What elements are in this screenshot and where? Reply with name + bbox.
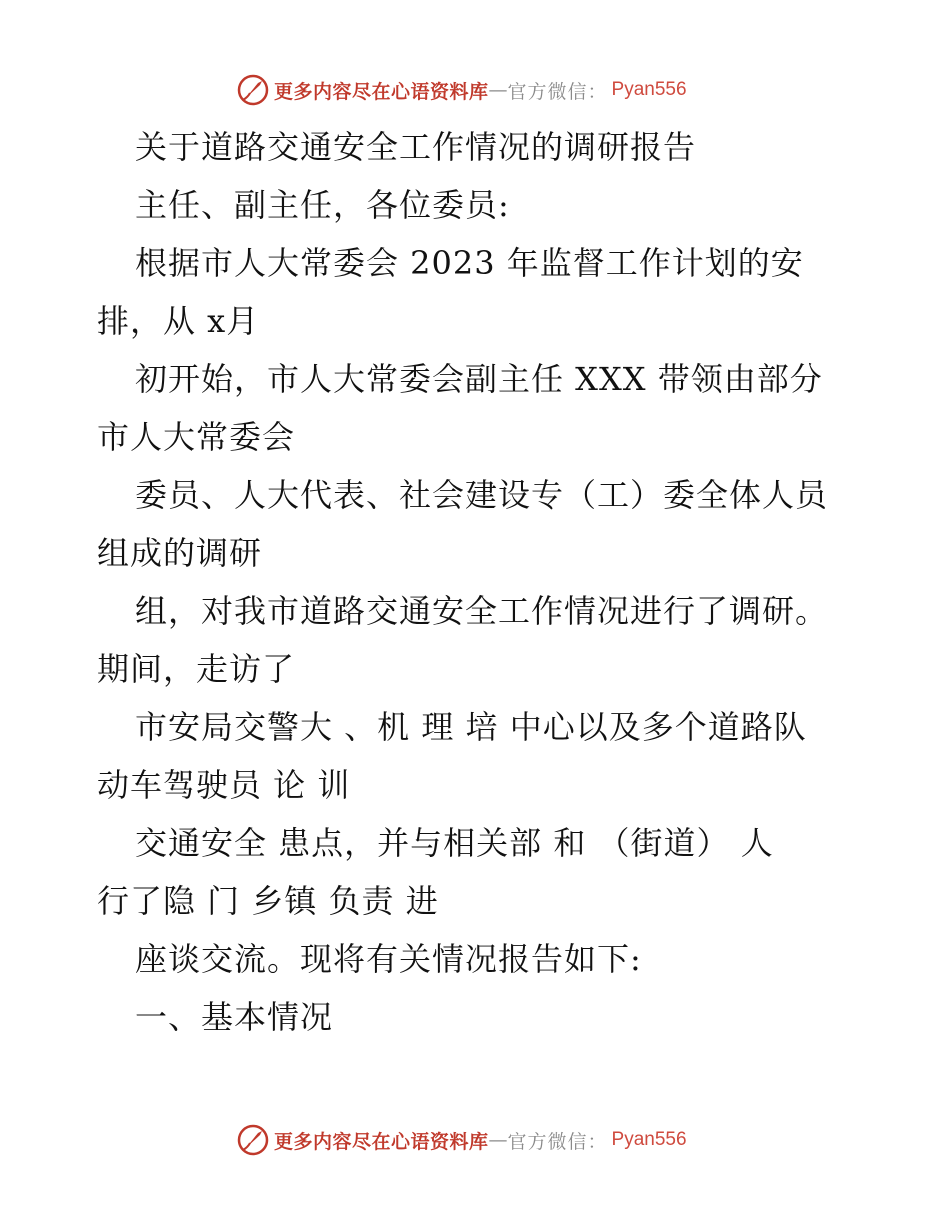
quill-logo-icon <box>236 1123 270 1157</box>
paragraph-line: 初开始，市人大常委会副主任 XXX 带领由部分 <box>135 360 823 398</box>
watermark-contact-label: 官方微信： <box>507 1130 608 1153</box>
watermark-contact-label: 官方微信： <box>507 80 608 103</box>
paragraph-line: 动车驾驶员 论 训 <box>97 766 351 804</box>
watermark-contact-id: Pyan556 <box>611 1129 687 1150</box>
paragraph-line: 座谈交流。现将有关情况报告如下: <box>135 940 642 978</box>
quill-logo-icon <box>236 73 270 107</box>
document-title: 关于道路交通安全工作情况的调研报告 <box>135 128 697 166</box>
watermark-main-text: 更多内容尽在心语资料库 <box>274 80 489 103</box>
salutation: 主任、副主任，各位委员: <box>135 186 510 224</box>
watermark-separator: — <box>488 79 508 101</box>
paragraph-line: 行了隐 门 乡镇 负责 进 <box>97 882 439 920</box>
paragraph-line: 委员、人大代表、社会建设专（工）委全体人员 <box>135 476 829 514</box>
paragraph-line: 根据市人大常委会 2023 年监督工作计划的安 <box>135 244 804 282</box>
footer-watermark <box>236 1122 687 1158</box>
paragraph-line: 组成的调研 <box>97 534 263 572</box>
paragraph-line: 组，对我市道路交通安全工作情况进行了调研。 <box>135 592 829 630</box>
paragraph-line: 排，从 x月 <box>97 302 260 340</box>
paragraph-line: 交通安全 患点，并与相关部 和 （街道） 人 <box>135 824 774 862</box>
section-heading: 一、基本情况 <box>135 998 334 1036</box>
header-watermark <box>236 72 687 108</box>
paragraph-line: 市人大常委会 <box>97 418 296 456</box>
paragraph-line: 期间，走访了 <box>97 650 296 688</box>
watermark-separator: — <box>488 1129 508 1151</box>
watermark-contact-id: Pyan556 <box>611 79 687 100</box>
paragraph-line: 市安局交警大 、机 理 培 中心以及多个道路队 <box>135 708 807 746</box>
watermark-main-text: 更多内容尽在心语资料库 <box>274 1130 489 1153</box>
